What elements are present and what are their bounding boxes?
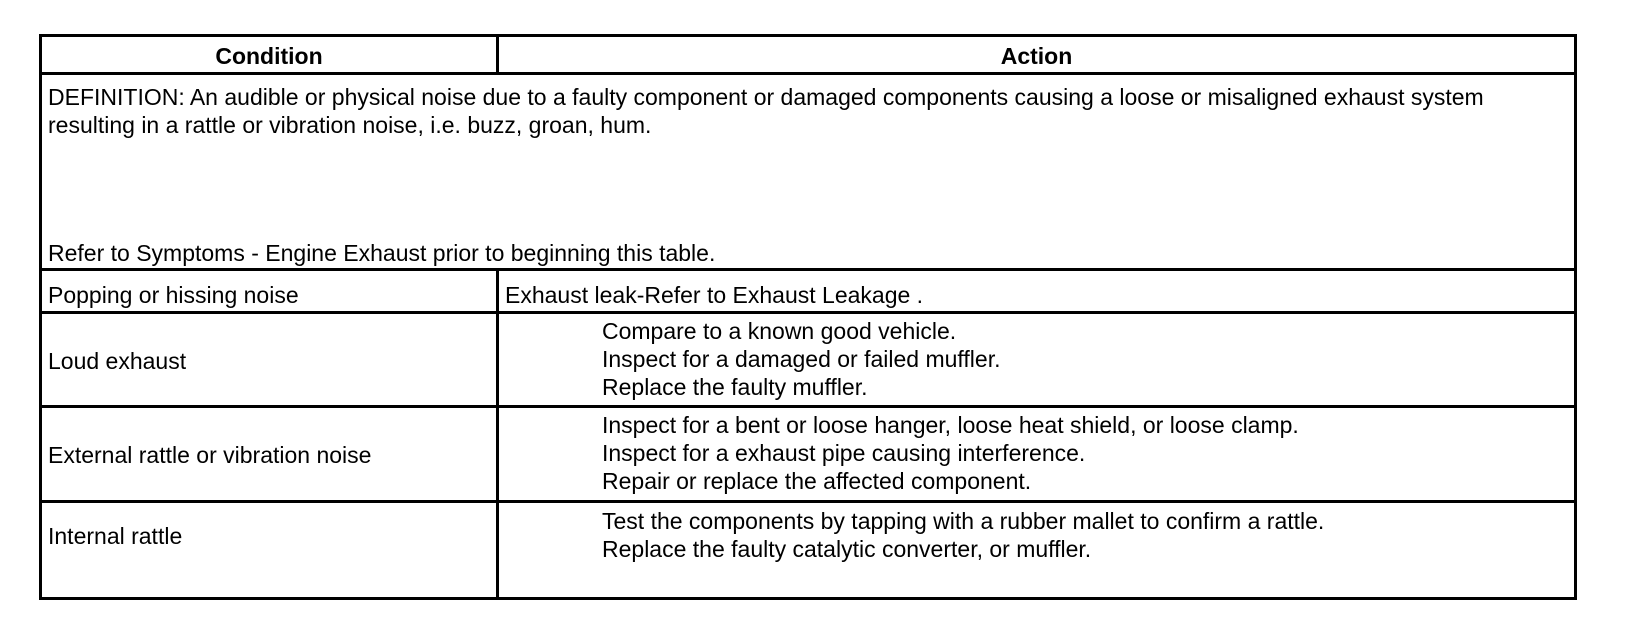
header-condition: Condition bbox=[215, 43, 323, 69]
actions-internal-rattle bbox=[602, 507, 1324, 563]
definition-text: DEFINITION: An audible or physical noise due to a faulty component or damaged components causing a loose or misaligned exhaust system resulting in a rattle or vibration noise, i.e. buzz, groan, hum. bbox=[48, 84, 1484, 138]
definition-divider bbox=[42, 268, 1574, 271]
action-line: Compare to a known good vehicle. bbox=[602, 318, 957, 344]
row3-divider bbox=[42, 500, 1574, 503]
diagnostic-table bbox=[39, 34, 1577, 600]
condition-internal-rattle: Internal rattle bbox=[48, 523, 183, 549]
row1-divider bbox=[42, 311, 1574, 314]
action-line: Inspect for a exhaust pipe causing interference. bbox=[602, 440, 1086, 466]
row2-divider bbox=[42, 405, 1574, 408]
actions-loud-exhaust bbox=[602, 317, 1000, 401]
action-line: Inspect for a damaged or failed muffler. bbox=[602, 346, 1001, 372]
header-divider bbox=[42, 72, 1574, 75]
condition-loud-exhaust: Loud exhaust bbox=[48, 348, 187, 374]
column-divider-header bbox=[496, 37, 499, 72]
action-line: Test the components by tapping with a rubber mallet to confirm a rattle. bbox=[602, 508, 1325, 534]
action-popping: Exhaust leak-Refer to Exhaust Leakage . bbox=[505, 282, 924, 308]
column-divider-body bbox=[496, 268, 499, 597]
actions-external-rattle bbox=[602, 411, 1299, 495]
condition-popping: Popping or hissing noise bbox=[48, 282, 299, 308]
refer-note: Refer to Symptoms - Engine Exhaust prior to beginning this table. bbox=[48, 240, 716, 266]
action-line: Replace the faulty catalytic converter, or muffler. bbox=[602, 536, 1092, 562]
action-line: Repair or replace the affected component. bbox=[602, 468, 1032, 494]
action-line: Replace the faulty muffler. bbox=[602, 374, 868, 400]
condition-external-rattle: External rattle or vibration noise bbox=[48, 442, 372, 468]
action-line: Inspect for a bent or loose hanger, loose heat shield, or loose clamp. bbox=[602, 412, 1299, 438]
header-action: Action bbox=[1000, 43, 1073, 69]
